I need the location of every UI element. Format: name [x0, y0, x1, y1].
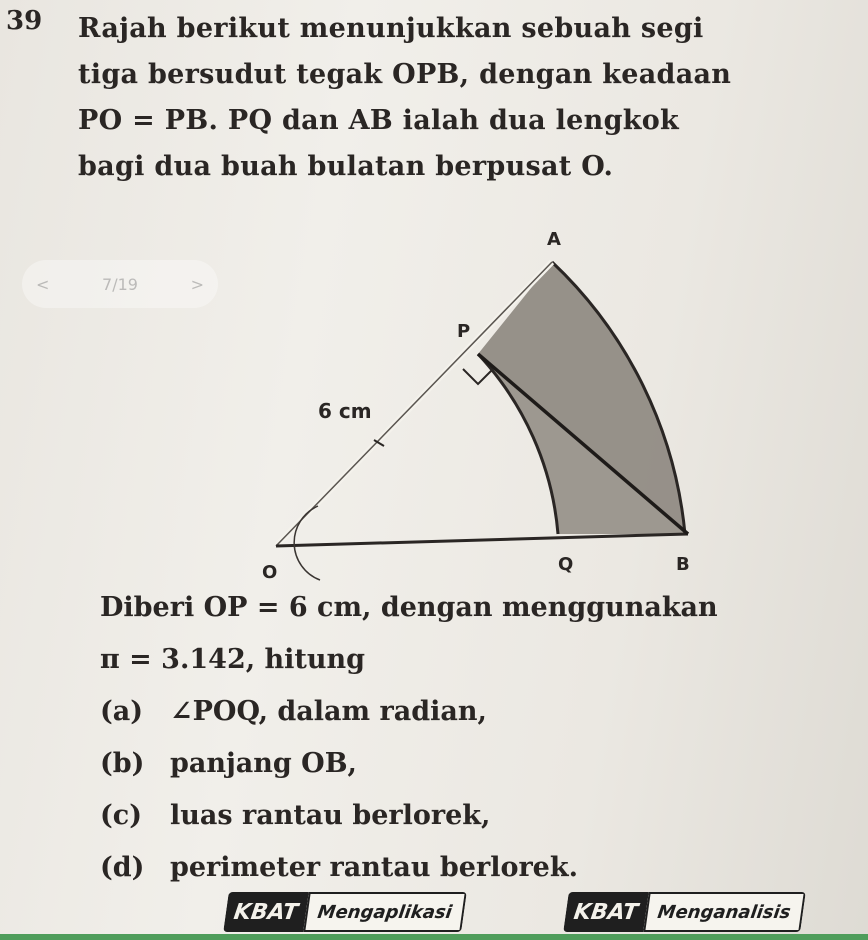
badge-type: Mengaplikasi [303, 892, 467, 932]
kbat-badges [226, 892, 866, 936]
item-label: (c) [100, 800, 142, 831]
item-label: (a) [100, 696, 144, 727]
label-length: 6 cm [318, 399, 372, 423]
next-page-button[interactable]: > [190, 274, 204, 294]
question-item-c [100, 790, 860, 842]
label-A: A [547, 229, 561, 250]
question-item-b [100, 738, 860, 790]
item-text: luas rantau berlorek, [170, 800, 491, 831]
prev-page-button[interactable]: < [36, 274, 50, 294]
badge-tag: KBAT [223, 892, 308, 932]
kbat-badge-mengaplikasi [223, 892, 467, 932]
question-line: bagi dua buah bulatan berpusat O. [78, 151, 614, 182]
label-O: O [262, 562, 278, 583]
question-number: 39 [6, 6, 43, 36]
badge-tag: KBAT [563, 892, 648, 932]
given-line-1: Diberi OP = 6 cm, dengan menggunakan [100, 592, 718, 623]
question-line: Rajah berikut menunjukkan sebuah segi [78, 13, 704, 44]
line-OB [276, 534, 688, 546]
item-label: (b) [100, 748, 145, 779]
item-label: (d) [100, 852, 145, 883]
item-text: ∠POQ, dalam radian, [170, 696, 487, 727]
right-angle-marker [463, 369, 493, 384]
label-P: P [457, 321, 471, 342]
given-section [100, 582, 860, 894]
item-text: perimeter rantau berlorek. [170, 852, 578, 883]
page-number: 7/19 [102, 274, 138, 294]
bottom-accent-line [0, 934, 868, 940]
badge-type: Menganalisis [643, 892, 805, 932]
label-Q: Q [558, 554, 574, 575]
given-line-2: π = 3.142, hitung [100, 644, 366, 675]
kbat-badge-menganalisis [563, 892, 805, 932]
item-text: panjang OB, [170, 748, 357, 779]
question-item-a [100, 686, 860, 738]
question-line: tiga bersudut tegak OPB, dengan keadaan [78, 59, 732, 90]
question-item-d [100, 842, 860, 894]
question-line: PO = PB. PQ dan AB ialah dua lengkok [78, 105, 680, 136]
label-B: B [676, 554, 690, 575]
